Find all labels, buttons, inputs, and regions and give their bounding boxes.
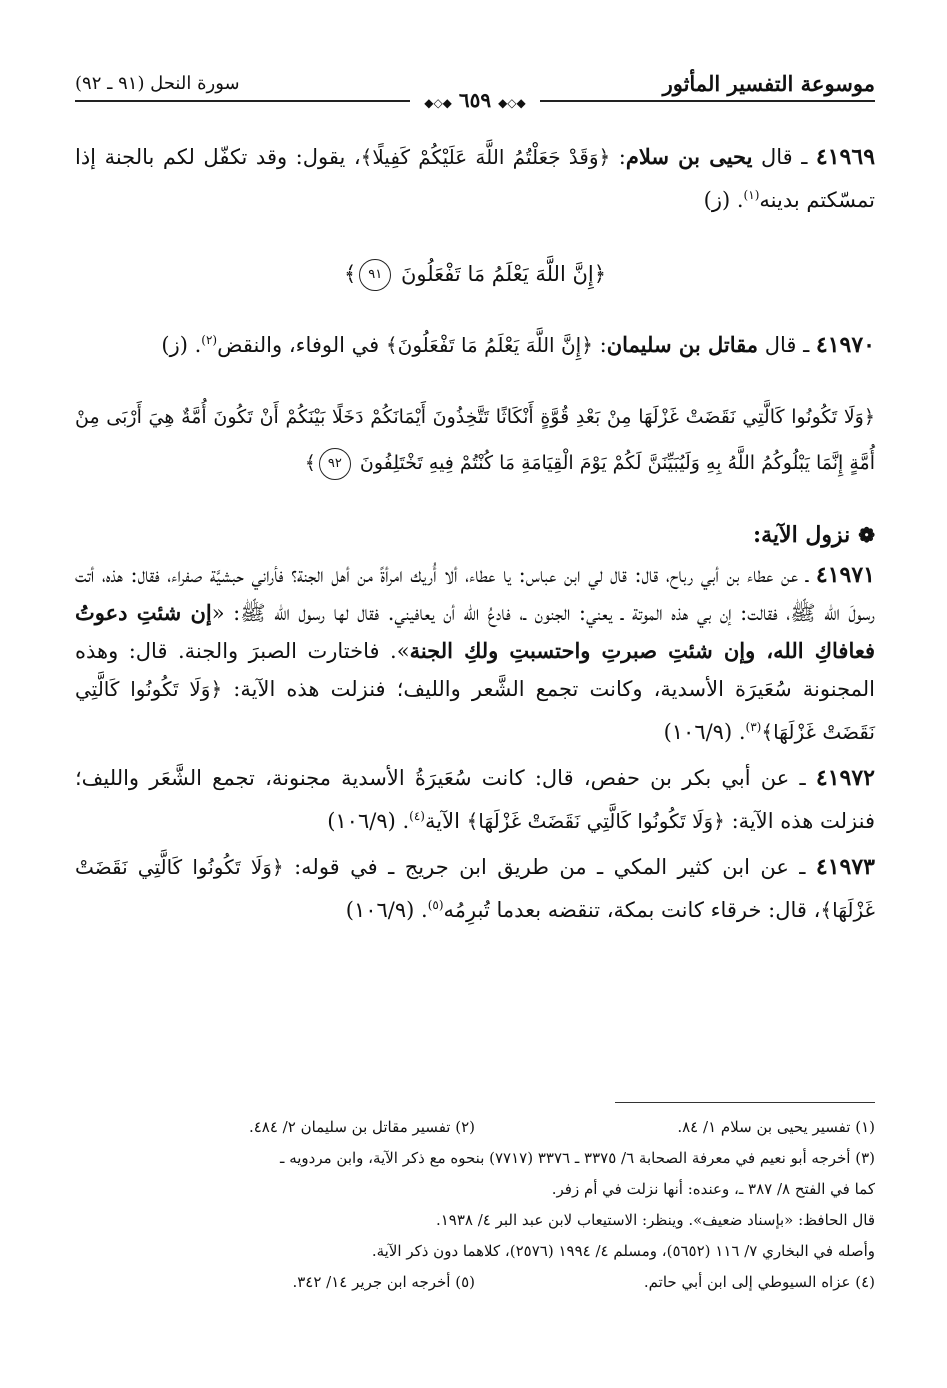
entry-41970 xyxy=(75,321,875,364)
entry-end: . (١٠٦/٩) xyxy=(327,809,410,833)
footnote-1: (١) تفسير يحيى بن سلام ١/ ٨٤. xyxy=(677,1118,875,1136)
entry-number: ٤١٩٧٣ xyxy=(815,854,875,880)
entry-colon: : xyxy=(592,333,607,357)
hadith-quote: إن شئتِ دعوتُ فعافاكِ الله، وإن شئتِ صبرتِ واحتسبتِ ولكِ الجنة xyxy=(75,600,876,663)
quran-quote: ﴿وَلَا تَكُونُوا كَالَّتِي نَقَضَتْ غَزْلَهَا﴾ xyxy=(75,677,875,744)
ayah-text: ﴿وَلَا تَكُونُوا كَالَّتِي نَقَضَتْ غَزْلَهَا مِنْ بَعْدِ قُوَّةٍ أَنْكَاثًا تَتَّخِذُونَ أَيْمَانَكُمْ دَخَلًا بَيْنَكُمْ أَنْ تَكُونَ أُمَّةٌ هِيَ أَرْبَى مِنْ أُمَّةٍ إِنَّمَا يَبْلُوكُمُ اللَّهُ بِهِ وَلَيُبَيِّنَنَّ لَكُمْ يَوْمَ الْقِيَامَةِ مَا كُنْتُمْ فِيهِ تَخْتَلِفُونَ xyxy=(75,406,875,474)
entry-text: ـ عن ابن كثير المكي ـ من طريق ابن جريج ـ في قوله: xyxy=(283,855,816,879)
entry-end: . (ز) xyxy=(703,188,744,212)
footnote-ref: (٥) xyxy=(427,898,444,912)
footnote-3-line-4: وأصله في البخاري ٧/ ١١٦ (٥٦٥٢)، ومسلم ٤/ ١٩٩٤ (٢٥٧٦)، كلاهما دون ذكر الآية. xyxy=(371,1242,875,1260)
footnotes xyxy=(75,1112,875,1298)
entry-text: ـ عن عطاء بن أبي رباح، قال: قال لي ابن عباس: يا عطاء، ألا أُريك امرأةً من أهل الجنة؟ فأراني حبشيَّة صفراء، فقال: هذه، أتت رسولَ الله ﷺ، فقالت: إن بي هذه الموتة ـ يعني: الجنون ـ، فادعُ الله أن يعافيني. فقال لها رسول الله ﷺ: « xyxy=(75,563,875,625)
footnote-row-last xyxy=(75,1267,875,1298)
entry-text: ـ عن أبي بكر بن حفص، قال: كانت سُعَيرَةُ الأسدية مجنونة، تجمع الشَّعَر والليف؛ فنزلت هذه الآية: xyxy=(75,766,875,833)
page-number-text: ٦٥٩ xyxy=(458,88,492,112)
right-ornament-icon: ◆◇◆ xyxy=(424,96,452,110)
speaker-name: مقاتل بن سليمان xyxy=(606,332,759,357)
page-number xyxy=(410,88,540,112)
flower-icon: ❁ xyxy=(858,523,875,547)
entry-41972 xyxy=(75,759,875,840)
footnote-4: (٤) عزاه السيوطي إلى ابن أبي حاتم. xyxy=(643,1273,875,1291)
ayah-92 xyxy=(75,394,875,486)
entry-number: ٤١٩٦٩ xyxy=(815,144,876,170)
page xyxy=(75,60,875,1350)
ayah-91 xyxy=(75,259,875,291)
footnote-2: (٢) تفسير مقاتل بن سليمان ٢/ ٤٨٤. xyxy=(248,1118,475,1136)
footnote-3-line-2: كما في الفتح ٨/ ٣٨٧ ـ، وعنده: أنها نزلت في أم زفر. xyxy=(551,1180,875,1198)
footnote-ref: (٢) xyxy=(201,333,218,347)
entry-end: . (١٠٦/٩) xyxy=(663,720,746,744)
entry-text-2: الآية xyxy=(424,809,467,833)
entry-number: ٤١٩٧١ xyxy=(815,562,875,588)
entry-text: في الوفاء، والنقض xyxy=(217,333,386,357)
entry-intro: ـ قال xyxy=(752,145,816,169)
ayah-close: ﴾ xyxy=(343,262,357,286)
entry-text: ، يقول: وقد تكفّل لكم بالجنة إذا تمسّكتم بدينه xyxy=(75,145,875,212)
ayah-close: ﴾ xyxy=(304,452,316,474)
quran-quote: ﴿وَلَا تَكُونُوا كَالَّتِي نَقَضَتْ غَزْلَهَا﴾ xyxy=(466,809,725,833)
quran-quote: ﴿وَقَدْ جَعَلْتُمُ اللَّهَ عَلَيْكُمْ كَفِيلًا﴾ xyxy=(360,145,611,169)
main-content xyxy=(75,138,875,929)
footnote-row-1 xyxy=(75,1112,875,1143)
left-ornament-icon: ◆◇◆ xyxy=(498,96,526,110)
entry-41969 xyxy=(75,138,875,219)
entry-intro: ـ قال xyxy=(758,333,816,357)
section-heading xyxy=(75,522,875,548)
entry-end: . (ز) xyxy=(161,333,202,357)
entry-text-2: ». فاختارت الصبرَ والجنة. قال: وهذه المجنونة سُعَيرَة الأسدية، وكانت تجمع الشَّعر والليف؛ فنزلت هذه الآية: xyxy=(75,639,875,701)
page-number-wrap xyxy=(75,88,875,112)
entry-41971 xyxy=(75,556,875,751)
footnote-5: (٥) أخرجه ابن جرير ١٤/ ٣٤٢. xyxy=(292,1273,475,1291)
footnote-3-line-1: (٣) أخرجه أبو نعيم في معرفة الصحابة ٦/ ٣٣٧٥ ـ ٣٣٧٦ (٧٧١٧) بنحوه مع ذكر الآية، وابن مردويه ـ xyxy=(280,1149,875,1167)
footnote-ref: (١) xyxy=(743,188,760,202)
speaker-name: يحيى بن سلام xyxy=(625,144,753,169)
quran-quote: ﴿إِنَّ اللَّهَ يَعْلَمُ مَا تَفْعَلُونَ﴾ xyxy=(385,333,593,357)
footnote-rule xyxy=(615,1102,875,1103)
footnote-3-line-3: قال الحافظ: «بإسناد ضعيف». وينظر: الاستيعاب لابن عبد البر ٤/ ١٩٣٨. xyxy=(435,1211,875,1229)
footnote-ref: (٤) xyxy=(409,809,425,823)
entry-end: . (١٠٦/٩) xyxy=(345,898,428,922)
entry-text-2: ، قال: خرقاء كانت بمكة، تنقضه بعدما تُبرِمُه xyxy=(443,898,821,922)
entry-colon: : xyxy=(610,145,626,169)
entry-number: ٤١٩٧٢ xyxy=(815,765,875,791)
entry-41973 xyxy=(75,848,875,929)
ayah-number-icon: ٩١ xyxy=(359,259,391,291)
book-title: موسوعة التفسير المأثور xyxy=(662,70,875,96)
ayah-text: ﴿إِنَّ اللَّهَ يَعْلَمُ مَا تَفْعَلُونَ xyxy=(400,262,607,286)
ayah-number-icon: ٩٢ xyxy=(319,448,351,480)
section-title: نزول الآية: xyxy=(753,522,851,548)
footnote-ref: (٣) xyxy=(745,720,762,734)
surah-reference: سورة النحل (٩١ ـ ٩٢) xyxy=(75,72,240,94)
entry-number: ٤١٩٧٠ xyxy=(815,332,875,358)
quran-quote: ﴿وَلَا تَكُونُوا كَالَّتِي نَقَضَتْ غَزْلَهَا﴾ xyxy=(75,855,875,922)
